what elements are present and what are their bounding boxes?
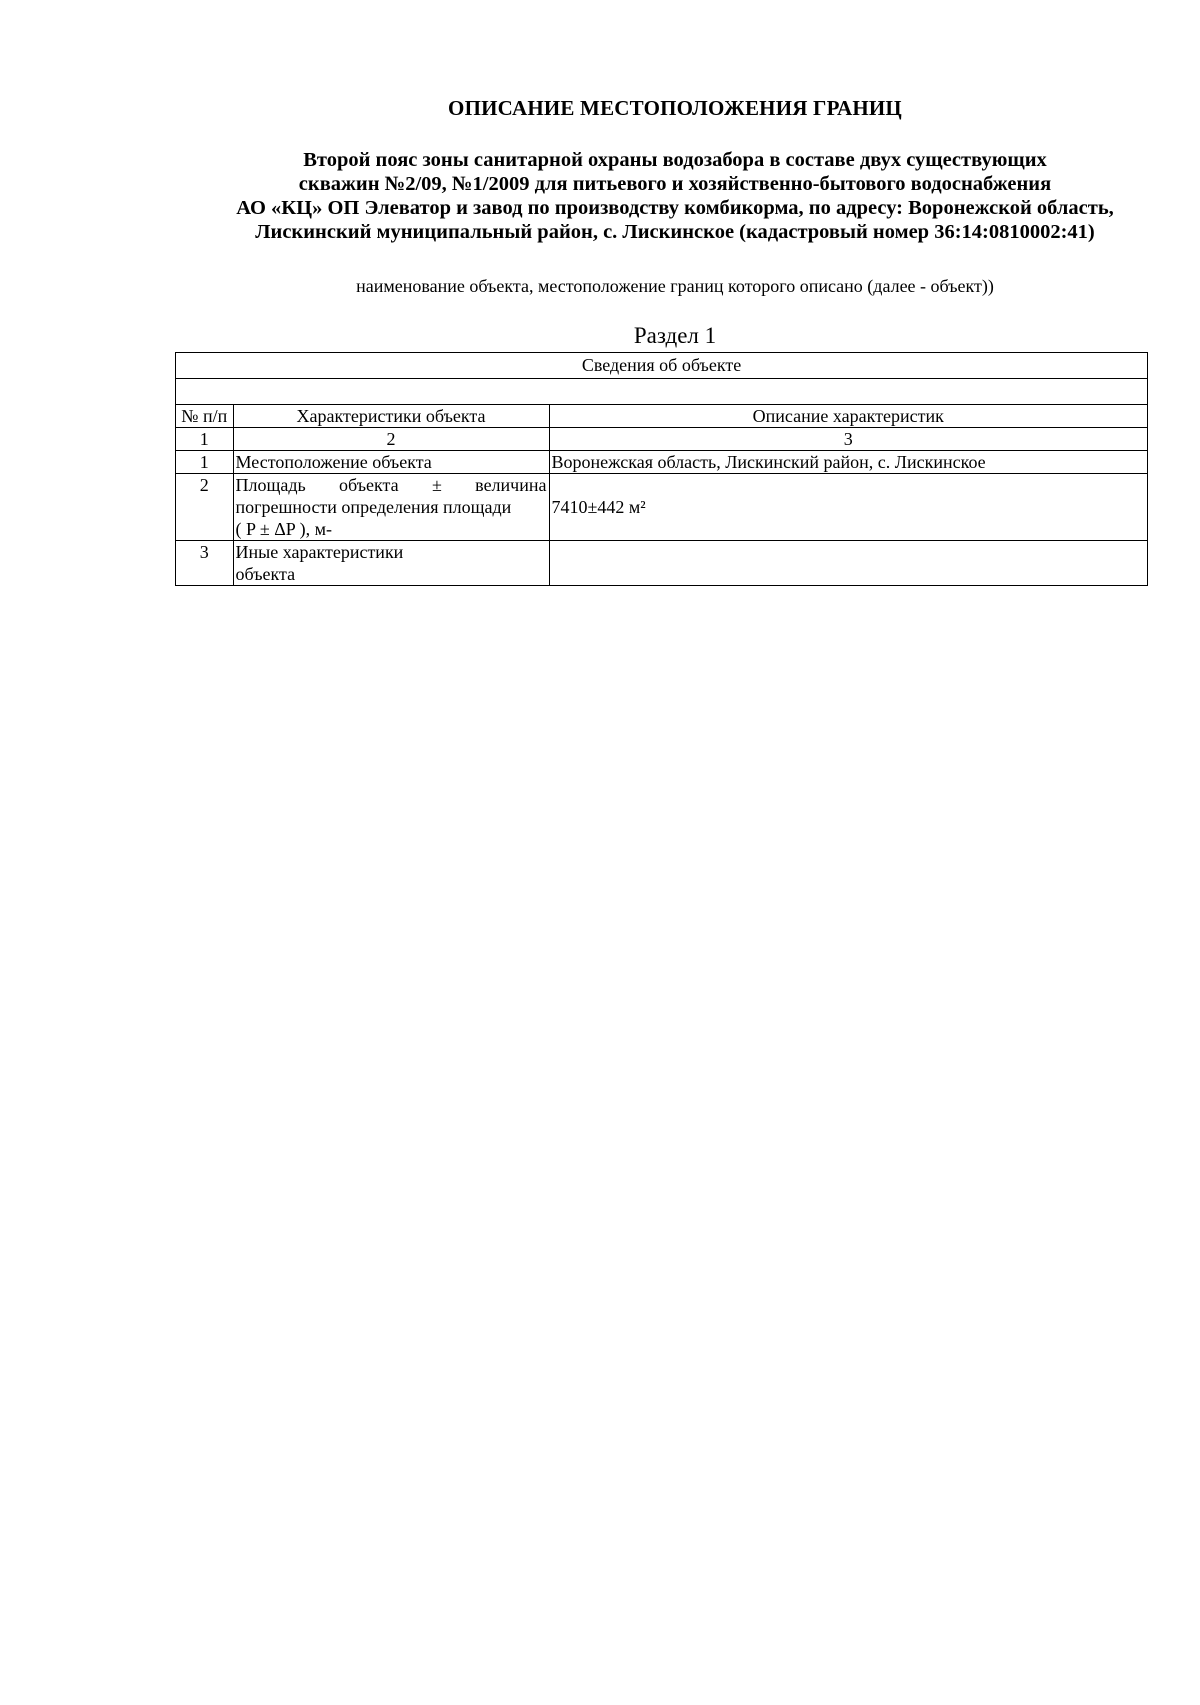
header-characteristic: Характеристики объекта xyxy=(233,405,549,428)
table-body xyxy=(176,405,1147,585)
header-num: № п/п xyxy=(176,405,233,428)
row-characteristic xyxy=(233,474,549,541)
characteristic-line: Иные характеристики xyxy=(235,542,404,562)
table-row xyxy=(176,474,1147,541)
characteristic-line: объекта xyxy=(235,564,296,584)
row-characteristic xyxy=(233,541,549,586)
word: ± xyxy=(431,475,442,495)
object-name-block xyxy=(0,148,1200,244)
object-name-line-4: Лискинский муниципальный район, с. Лискинское (кадастровый номер 36:14:0810002:41) xyxy=(255,221,1095,243)
table-row xyxy=(176,541,1147,586)
object-info-table xyxy=(175,352,1148,586)
column-number: 3 xyxy=(549,428,1147,451)
column-number-row xyxy=(176,428,1147,451)
object-caption: наименование объекта, местоположение границ которого описано (далее - объект)) xyxy=(356,276,994,296)
table-row xyxy=(176,451,1147,474)
word: величина xyxy=(475,475,547,495)
row-characteristic: Местоположение объекта xyxy=(233,451,549,474)
word: Площадь xyxy=(235,475,306,495)
row-description xyxy=(549,541,1147,586)
row-num: 1 xyxy=(176,451,233,474)
page-title: ОПИСАНИЕ МЕСТОПОЛОЖЕНИЯ ГРАНИЦ xyxy=(448,96,902,120)
object-name-line-1: Второй пояс зоны санитарной охраны водозабора в составе двух существующих xyxy=(303,149,1047,171)
column-number: 1 xyxy=(176,428,233,451)
word: объекта xyxy=(339,475,399,495)
row-num: 2 xyxy=(176,474,233,541)
characteristic-line: погрешности определения площади xyxy=(235,497,512,517)
header-description: Описание характеристик xyxy=(549,405,1147,428)
table-header-row xyxy=(176,405,1147,428)
table-blank-row xyxy=(176,379,1147,405)
object-name-line-3: АО «КЦ» ОП Элеватор и завод по производству комбикорма, по адресу: Воронежской область, xyxy=(236,197,1114,219)
object-name-line-2: скважин №2/09, №1/2009 для питьевого и хозяйственно-бытового водоснабжения xyxy=(298,173,1052,195)
column-number: 2 xyxy=(233,428,549,451)
characteristic-line: ( P ± ΔP ), м- xyxy=(235,519,333,539)
table-title: Сведения об объекте xyxy=(176,353,1147,379)
section-label: Раздел 1 xyxy=(633,323,717,348)
row-description: 7410±442 м² xyxy=(549,474,1147,541)
row-num: 3 xyxy=(176,541,233,586)
row-description: Воронежская область, Лискинский район, с. Лискинское xyxy=(549,451,1147,474)
characteristic-justified-line xyxy=(236,474,547,496)
